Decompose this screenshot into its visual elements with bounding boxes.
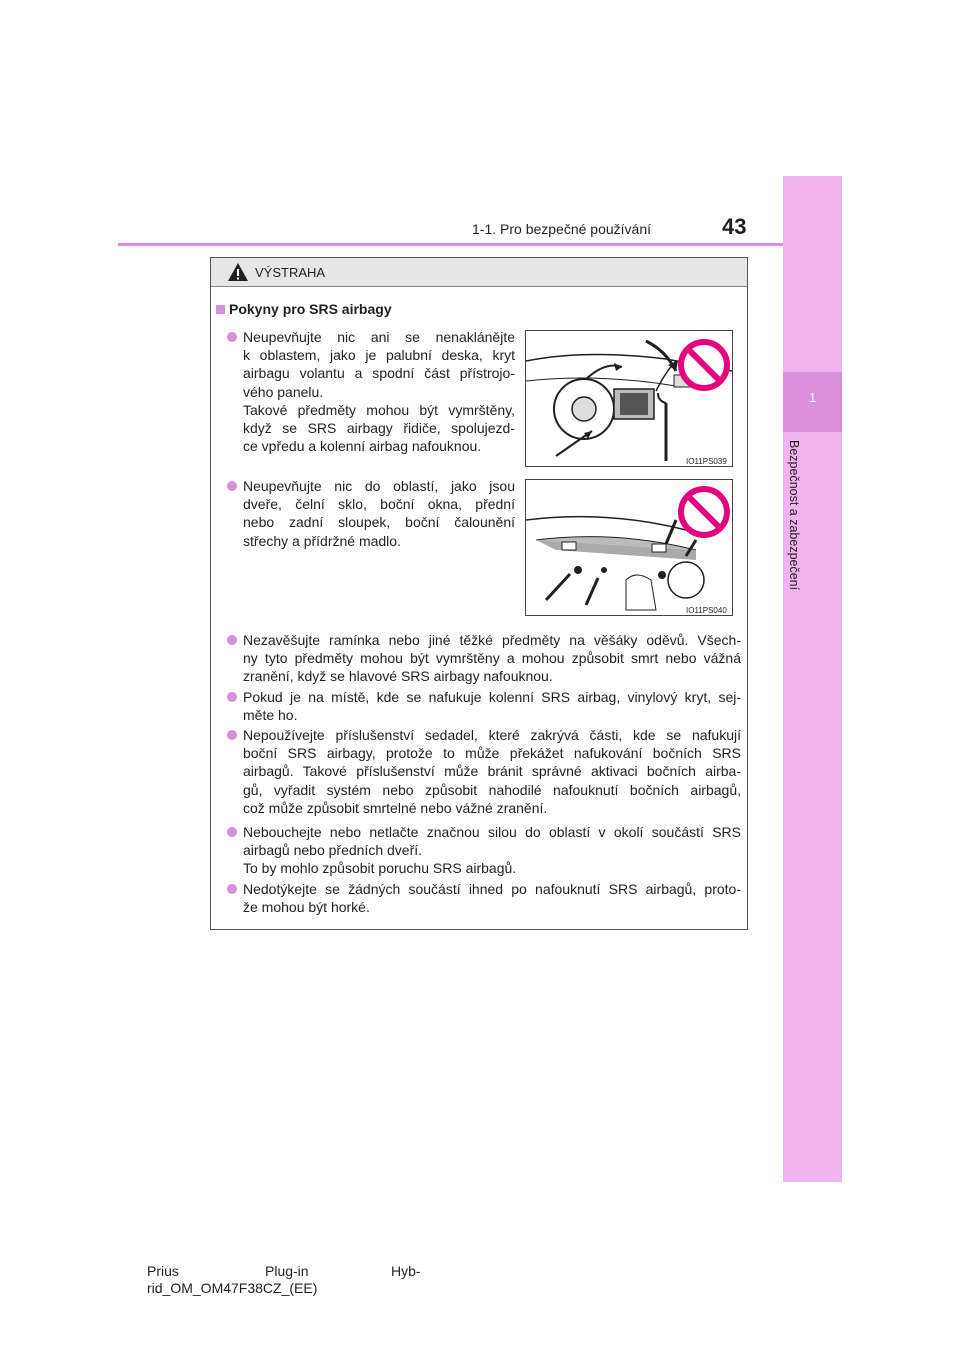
bullet-line: zranění, když se hlavové SRS airbagy nafouknou. <box>243 668 553 685</box>
bullet-dot-icon <box>227 692 237 702</box>
chapter-side-tab <box>783 176 842 1182</box>
bullet-line: Nedotýkejte se žádných součástí ihned po nafouknutí SRS airbagů, proto- <box>243 881 741 897</box>
bullet-line: airbagu volantu a spodní část přístrojo- <box>243 365 515 382</box>
footer-word: Plug-in <box>265 1263 309 1279</box>
bullet-dot-icon <box>227 827 237 837</box>
warning-title: VÝSTRAHA <box>255 264 326 280</box>
footer <box>147 1263 437 1297</box>
bullet-line: Nebouchejte nebo netlačte značnou silou do oblastí v okolí součástí SRS <box>243 824 741 840</box>
subheading-text: Pokyny pro SRS airbagy <box>229 301 392 317</box>
bullet-line: ce vpředu a kolenní airbag nafouknou. <box>243 438 482 455</box>
bullet-line: dveře, čelní sklo, boční okna, přední <box>243 496 515 513</box>
bullet-line: gů, vyřadit systém nebo způsobit nahodilé nafouknutí bočních airbagů, <box>243 781 741 798</box>
chapter-number: 1 <box>808 390 817 405</box>
footer-word: Prius <box>147 1263 179 1279</box>
warning-bullet-4 <box>243 688 741 724</box>
bullet-line: Nezavěšujte ramínka nebo jiné těžké předměty na věšáky oděvů. Všech- <box>243 632 741 648</box>
square-bullet-icon <box>216 305 225 314</box>
bullet-line: k oblastem, jako je palubní deska, kryt <box>243 347 515 364</box>
warning-bullet-1 <box>243 328 515 455</box>
warning-bullet-3 <box>243 631 741 686</box>
bullet-line: Takové předměty mohou být vymrštěny, <box>243 401 515 418</box>
bullet-dot-icon <box>227 635 237 645</box>
figure-code: IO11PS040 <box>686 606 727 615</box>
chapter-label: Bezpečnost a zabezpečení <box>787 440 801 591</box>
bullet-dot-icon <box>227 332 237 342</box>
footer-word: Hyb- <box>391 1263 421 1279</box>
bullet-line: Nepoužívejte příslušenství sedadel, které zakrývá části, kde se nafukují <box>243 727 741 743</box>
footer-line-2: rid_OM_OM47F38CZ_(EE) <box>147 1280 318 1296</box>
bullet-line: nebo zadní sloupek, boční čalounění <box>243 514 515 531</box>
warning-triangle-icon <box>227 262 249 282</box>
bullet-line: střechy a přídržné madlo. <box>243 532 401 549</box>
bullet-line: měte ho. <box>243 707 298 724</box>
bullet-dot-icon <box>227 730 237 740</box>
warning-header <box>211 258 747 287</box>
bullet-line: což může způsobit smrtelné nebo vážné zranění. <box>243 799 548 816</box>
warning-bullet-7 <box>243 880 741 916</box>
dashboard-illustration <box>526 331 732 466</box>
bullet-line: ny tyto předměty mohou být vymrštěny a mohou způsobit smrt nebo vážná <box>243 650 741 667</box>
bullet-dot-icon <box>227 481 237 491</box>
figure-code: IO11PS039 <box>686 457 727 466</box>
figure-dashboard <box>525 330 733 467</box>
cabin-illustration <box>526 480 732 615</box>
header-rule <box>118 243 783 246</box>
bullet-line: airbagů. Takové příslušenství může bránit správné aktivaci bočních airba- <box>243 763 741 780</box>
bullet-dot-icon <box>227 884 237 894</box>
section-title: 1-1. Pro bezpečné používání <box>472 221 652 237</box>
warning-bullet-6 <box>243 823 741 878</box>
bullet-line: vého panelu. <box>243 383 324 400</box>
figure-cabin-interior <box>525 479 733 616</box>
bullet-line: Neupevňujte nic ani se nenaklánějte <box>243 329 515 345</box>
bullet-line: Pokud je na místě, kde se nafukuje kolenní SRS airbag, vinylový kryt, sej- <box>243 689 741 705</box>
bullet-line: airbagů nebo předních dveří. <box>243 842 423 859</box>
bullet-line: když se SRS airbagy řidiče, spolujezd- <box>243 420 515 437</box>
warning-bullet-5 <box>243 726 741 817</box>
bullet-line: že mohou být horké. <box>243 899 370 916</box>
bullet-line: Neupevňujte nic do oblastí, jako jsou <box>243 478 515 494</box>
page-number: 43 <box>722 214 747 239</box>
bullet-line: boční SRS airbagy, protože to může překážet nafukování bočních SRS <box>243 745 741 762</box>
bullet-line: To by mohlo způsobit poruchu SRS airbagů. <box>243 860 517 877</box>
warning-bullet-2 <box>243 477 515 550</box>
subheading <box>216 301 392 317</box>
